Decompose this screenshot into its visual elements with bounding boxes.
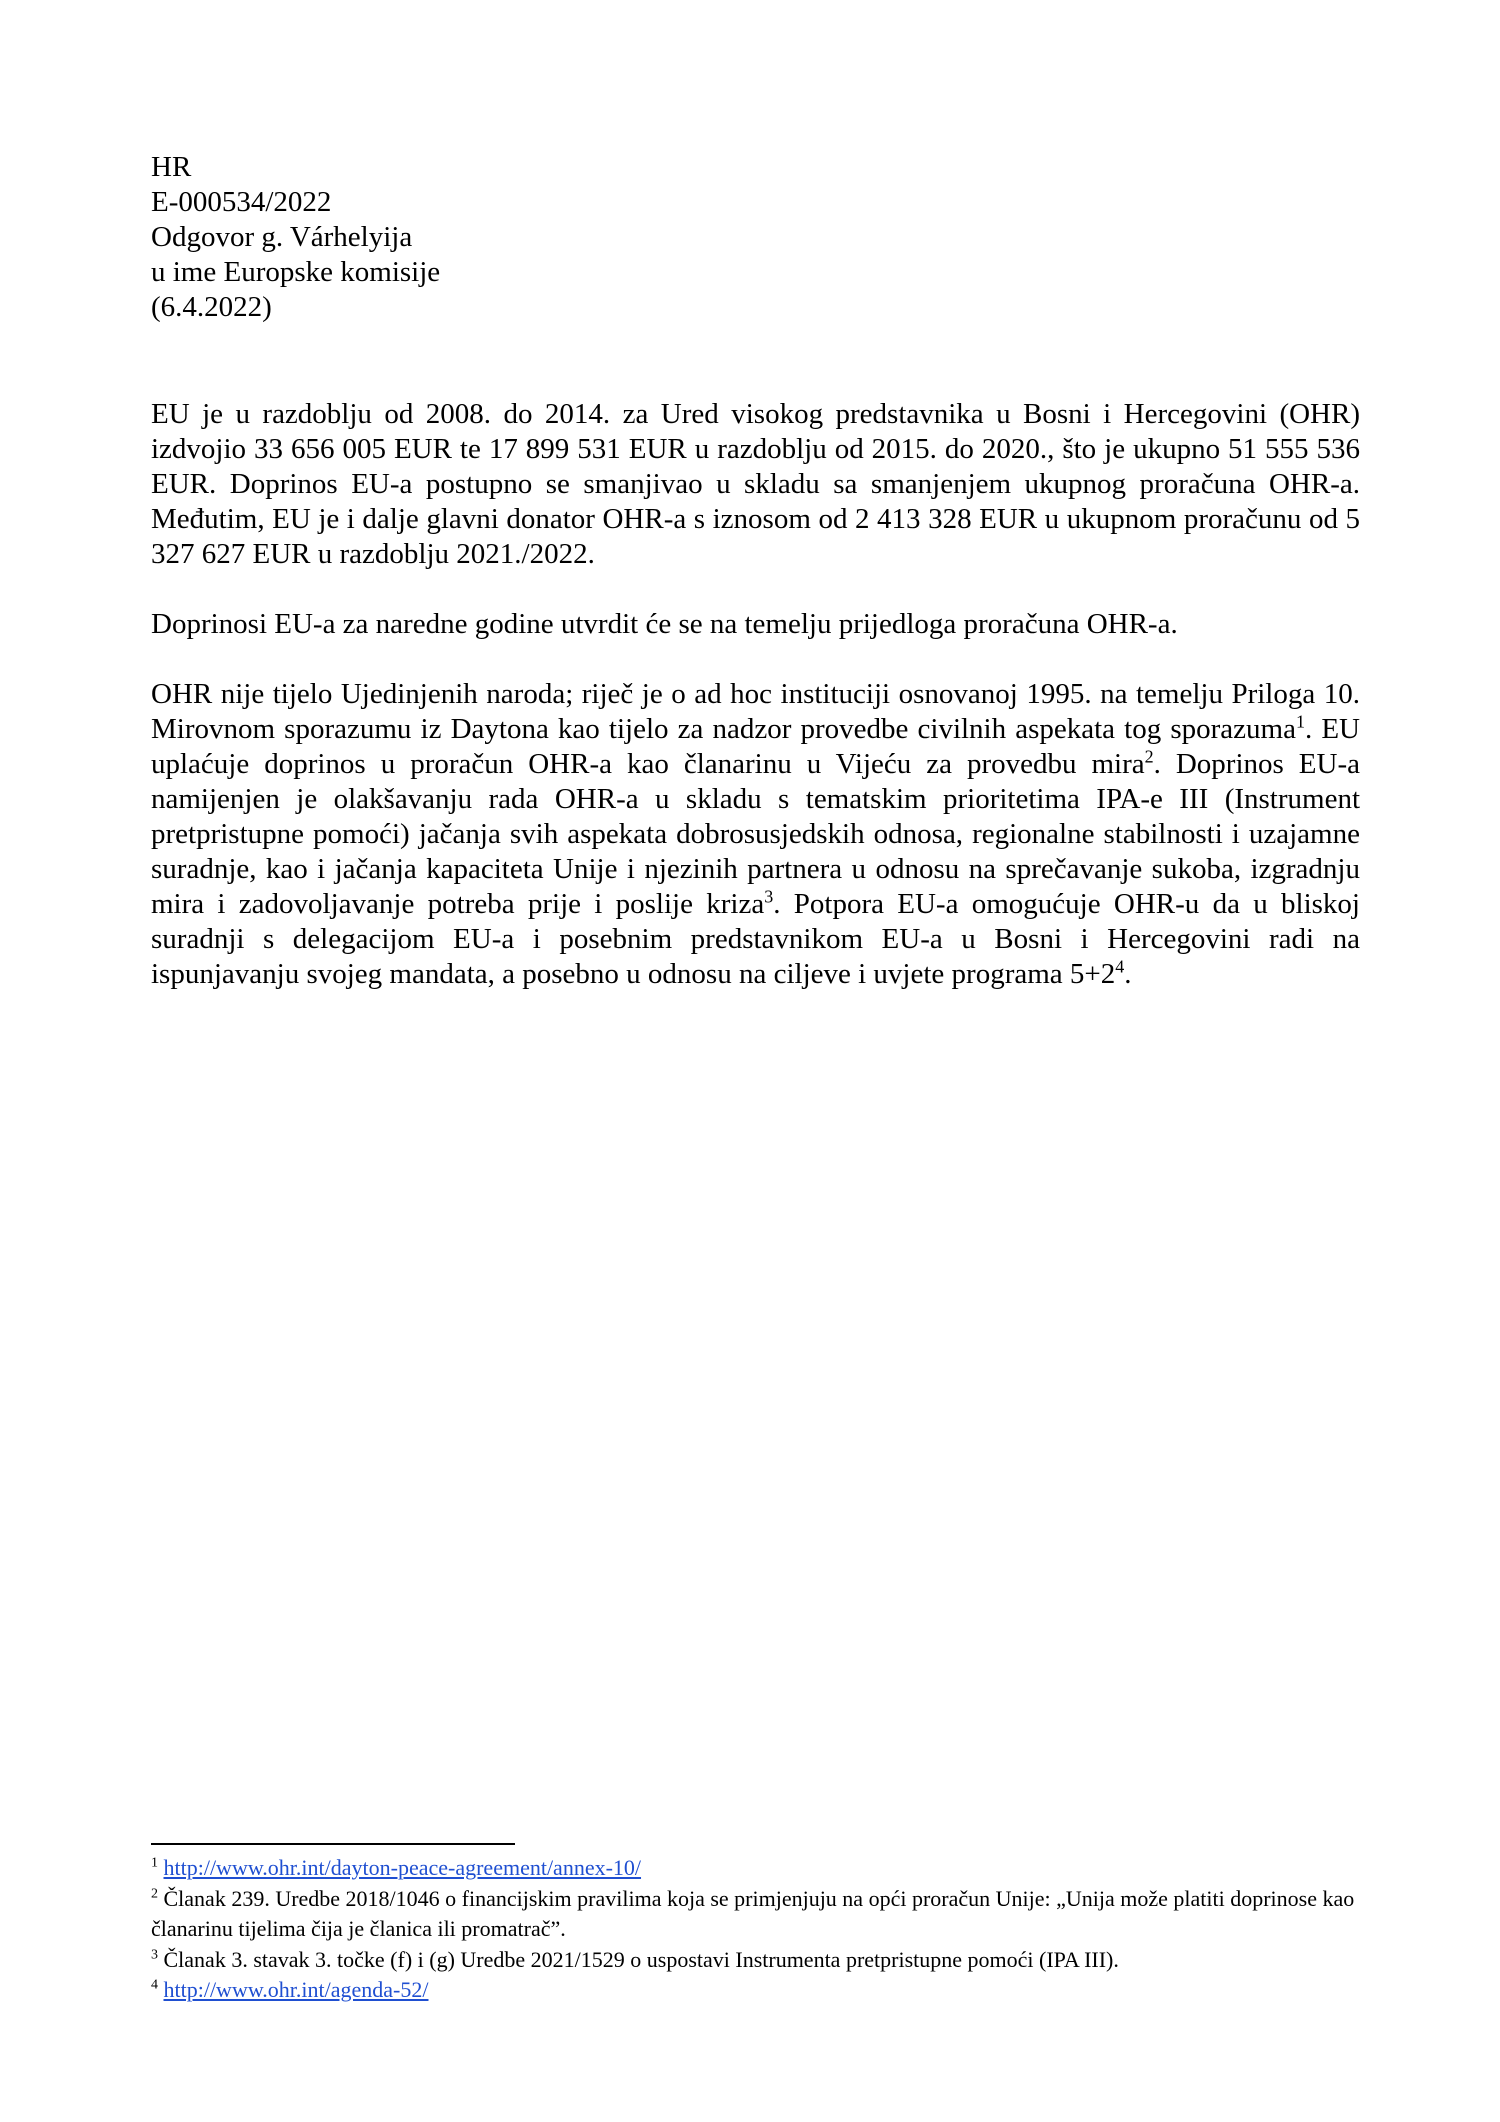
- footnote-text: Članak 3. stavak 3. točke (f) i (g) Uredbe 2021/1529 o uspostavi Instrumenta pretpristupne pomoći (IPA III).: [163, 1946, 1119, 1972]
- footnote-number: 1: [151, 1855, 158, 1871]
- footnote-ref-3[interactable]: 3: [764, 886, 774, 907]
- paragraph-text: . Doprinos EU-a namijenjen je olakšavanju rada OHR-a u skladu s tematskim prioritetima IPA-e III (Instrument pretpristupne pomoći) jačanja svih aspekata dobrosusjedskih odnosa, regionalne stabilnosti i uzajamne suradnje, kao i jačanja kapaciteta Unije i njezinih partnera u odnosu na sprečavanje sukoba, izgradnju mira i zadovoljavanje potreba prije i poslije kriza: [151, 748, 1360, 920]
- footnote-3: [151, 1945, 1360, 1976]
- paragraph-text: . EU uplaćuje doprinos u proračun OHR-a kao članarinu u Vijeću za provedbu mira: [151, 713, 1360, 780]
- footnote-4: [151, 1975, 1360, 2006]
- answer-author: Odgovor g. Várhelyija: [151, 221, 413, 253]
- footnote-ref-2[interactable]: 2: [1144, 746, 1154, 767]
- paragraph-text: . Potpora EU-a omogućuje OHR-u da u bliskoj suradnji s delegacijom EU-a i posebnim predstavnikom EU-a u Bosni i Hercegovini radi na ispunjavanju svojeg mandata, a posebno u odnosu na ciljeve i uvjete programa 5+2: [151, 888, 1360, 990]
- answer-date: (6.4.2022): [151, 291, 272, 323]
- document-body: [151, 397, 1360, 992]
- footnote-text: Članak 239. Uredbe 2018/1046 o financijskim pravilima koja se primjenjuju na opći proračun Unije: „Unija može platiti doprinose kao članarinu tijelima čija je članica ili promatrač”.: [151, 1885, 1355, 1941]
- paragraph-text: OHR nije tijelo Ujedinjenih naroda; riječ je o ad hoc instituciji osnovanoj 1995. na temelju Priloga 10. Mirovnom sporazumu iz Daytona kao tijelo za nadzor provedbe civilnih aspekata tog sporazuma: [151, 678, 1360, 745]
- footnote-1: [151, 1853, 1360, 1884]
- paragraph-funding: EU je u razdoblju od 2008. do 2014. za Ured visokog predstavnika u Bosni i Hercegovini (OHR) izdvojio 33 656 005 EUR te 17 899 531 EUR u razdoblju od 2015. do 2020., što je ukupno 51 555 536 EUR. Doprinos EU-a postupno se smanjivao u skladu sa smanjenjem ukupnog proračuna OHR-a. Međutim, EU je i dalje glavni donator OHR-a s iznosom od 2 413 328 EUR u ukupnom proračunu od 5 327 627 EUR u razdoblju 2021./2022.: [151, 398, 1360, 570]
- footnote-ref-1[interactable]: 1: [1295, 711, 1305, 732]
- footnote-number: 3: [151, 1947, 158, 1963]
- footnotes: [151, 1843, 1360, 2006]
- footnote-ref-4[interactable]: 4: [1115, 956, 1125, 977]
- footnote-number: 4: [151, 1977, 158, 1993]
- footnote-link-agenda-52[interactable]: http://www.ohr.int/agenda-52/: [163, 1977, 429, 2002]
- footnote-link-annex-10[interactable]: http://www.ohr.int/dayton-peace-agreement/annex-10/: [163, 1855, 642, 1880]
- footnote-number: 2: [151, 1886, 158, 1902]
- document-header: [151, 150, 1360, 325]
- question-reference: E-000534/2022: [151, 186, 332, 218]
- document-page: [151, 150, 1360, 1027]
- footnote-separator: [151, 1843, 515, 1845]
- paragraph-text: .: [1124, 958, 1132, 990]
- on-behalf-line: u ime Europske komisije: [151, 256, 441, 288]
- language-code: HR: [151, 151, 192, 183]
- footnote-2: [151, 1884, 1360, 1945]
- paragraph-future-contributions: Doprinosi EU-a za naredne godine utvrdit će se na temelju prijedloga proračuna OHR-a.: [151, 608, 1178, 640]
- paragraph-ohr-mandate: [151, 677, 1360, 992]
